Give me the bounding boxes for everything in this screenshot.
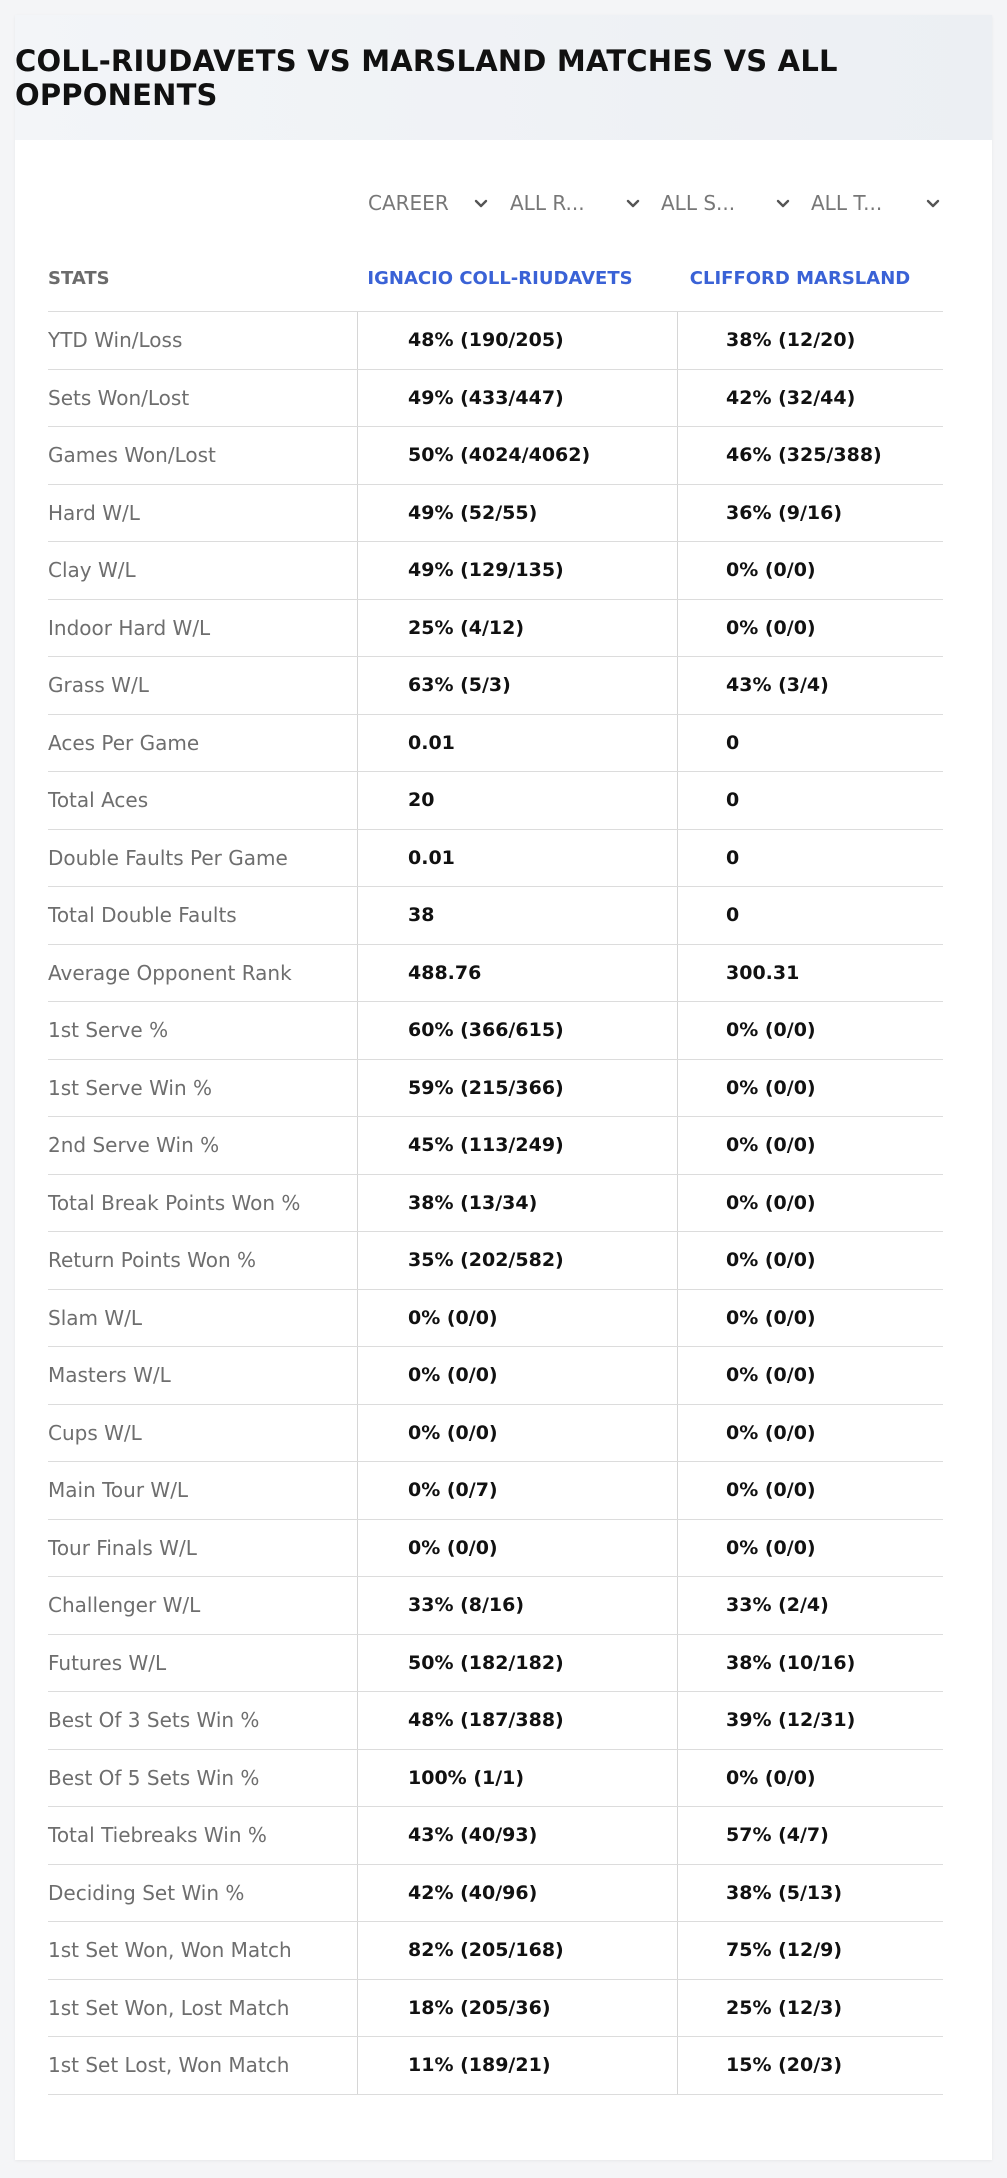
stat-label: Main Tour W/L: [48, 1462, 358, 1519]
stat-label: YTD Win/Loss: [48, 312, 358, 369]
stat-label: Hard W/L: [48, 485, 358, 542]
table-row: [48, 1462, 943, 1520]
player2-link[interactable]: CLIFFORD MARSLAND: [689, 267, 911, 289]
player1-stat-value: 33% (8/16): [358, 1577, 678, 1634]
player2-stat-value: 0% (0/0): [726, 1364, 816, 1387]
filter-round-select[interactable]: [510, 177, 642, 229]
table-row: [48, 312, 943, 370]
stat-label: Total Aces: [48, 772, 358, 829]
stat-label: Total Tiebreaks Win %: [48, 1807, 358, 1864]
stat-label: Sets Won/Lost: [48, 370, 358, 427]
player2-stat-value: 0% (0/0): [726, 1076, 816, 1099]
player1-stat-value: 42% (40/96): [358, 1865, 678, 1922]
player1-stat-value: 18% (205/36): [358, 1980, 678, 2037]
filter-period-select[interactable]: [368, 177, 490, 229]
chevron-down-icon: [924, 194, 942, 212]
player1-stat-value: 63% (5/3): [358, 657, 678, 714]
player2-stat-value: 0: [726, 789, 740, 812]
player2-stat-value: 15% (20/3): [726, 2054, 843, 2077]
table-row: [48, 887, 943, 945]
player2-stat-value: 0% (0/0): [726, 1019, 816, 1042]
stat-label: Slam W/L: [48, 1290, 358, 1347]
player2-stat-value: 0: [726, 846, 740, 869]
stat-label: 1st Set Won, Lost Match: [48, 1980, 358, 2037]
table-row: [48, 1865, 943, 1923]
table-row: [48, 657, 943, 715]
table-row: [48, 1347, 943, 1405]
player1-stat-value: 11% (189/21): [358, 2037, 678, 2094]
table-row: [48, 945, 943, 1003]
table-row: [48, 830, 943, 888]
chevron-down-icon: [472, 194, 490, 212]
stats-column-header: STATS: [48, 267, 110, 289]
table-row: [48, 485, 943, 543]
filter-label: ALL R...: [510, 191, 585, 215]
filter-label: ALL T...: [811, 191, 883, 215]
player2-stat-value: 0% (0/0): [726, 1536, 816, 1559]
table-row: [48, 772, 943, 830]
table-row: [48, 427, 943, 485]
chevron-down-icon: [774, 194, 792, 212]
player1-stat-value: 38% (13/34): [358, 1175, 678, 1232]
player1-stat-value: 43% (40/93): [358, 1807, 678, 1864]
player1-stat-value: 0% (0/0): [358, 1347, 678, 1404]
player2-stat-value: 0% (0/0): [726, 1191, 816, 1214]
stat-label: 2nd Serve Win %: [48, 1117, 358, 1174]
player1-stat-value: 45% (113/249): [358, 1117, 678, 1174]
stat-label: Deciding Set Win %: [48, 1865, 358, 1922]
player2-stat-value: 25% (12/3): [726, 1996, 843, 2019]
player1-stat-value: 0% (0/7): [358, 1462, 678, 1519]
stat-label: Best Of 3 Sets Win %: [48, 1692, 358, 1749]
filter-bar: [348, 177, 944, 229]
filter-surface-select[interactable]: [661, 177, 792, 229]
player1-stat-value: 49% (129/135): [358, 542, 678, 599]
player2-stat-value: 38% (5/13): [726, 1881, 843, 1904]
player2-stat-value: 0% (0/0): [726, 1479, 816, 1502]
table-row: [48, 1692, 943, 1750]
player2-stat-value: 38% (10/16): [726, 1651, 856, 1674]
stat-label: 1st Set Won, Won Match: [48, 1922, 358, 1979]
player1-stat-value: 50% (4024/4062): [358, 427, 678, 484]
stat-label: Best Of 5 Sets Win %: [48, 1750, 358, 1807]
player1-stat-value: 0.01: [358, 715, 678, 772]
stats-table-header: [48, 245, 943, 312]
player1-stat-value: 0.01: [358, 830, 678, 887]
player2-stat-value: 36% (9/16): [726, 501, 843, 524]
table-row: [48, 1060, 943, 1118]
player2-stat-value: 0: [726, 731, 740, 754]
table-row: [48, 1980, 943, 2038]
stat-label: Clay W/L: [48, 542, 358, 599]
stat-label: 1st Set Lost, Won Match: [48, 2037, 358, 2094]
stat-label: Cups W/L: [48, 1405, 358, 1462]
player2-stat-value: 75% (12/9): [726, 1939, 843, 1962]
table-row: [48, 2037, 943, 2095]
player2-stat-value: 300.31: [726, 961, 800, 984]
stat-label: Average Opponent Rank: [48, 945, 358, 1002]
chevron-down-icon: [624, 194, 642, 212]
player2-stat-value: 0% (0/0): [726, 616, 816, 639]
player1-stat-value: 48% (187/388): [358, 1692, 678, 1749]
filter-label: CAREER: [368, 191, 449, 215]
stat-label: Total Break Points Won %: [48, 1175, 358, 1232]
player1-stat-value: 50% (182/182): [358, 1635, 678, 1692]
table-row: [48, 1635, 943, 1693]
page-title: COLL-RIUDAVETS VS MARSLAND MATCHES VS ALL OPPONENTS: [15, 43, 838, 112]
stats-table-body: [48, 312, 943, 2095]
stat-label: Grass W/L: [48, 657, 358, 714]
table-row: [48, 1922, 943, 1980]
stat-label: 1st Serve %: [48, 1002, 358, 1059]
stat-label: Futures W/L: [48, 1635, 358, 1692]
player2-stat-value: 38% (12/20): [726, 329, 856, 352]
table-row: [48, 1175, 943, 1233]
player1-stat-value: 82% (205/168): [358, 1922, 678, 1979]
player1-stat-value: 59% (215/366): [358, 1060, 678, 1117]
player1-stat-value: 100% (1/1): [358, 1750, 678, 1807]
stat-label: Indoor Hard W/L: [48, 600, 358, 657]
player1-stat-value: 0% (0/0): [358, 1520, 678, 1577]
player2-stat-value: 0% (0/0): [726, 1421, 816, 1444]
player1-stat-value: 49% (433/447): [358, 370, 678, 427]
player1-stat-value: 49% (52/55): [358, 485, 678, 542]
filter-label: ALL S...: [661, 191, 736, 215]
player1-link[interactable]: IGNACIO COLL-RIUDAVETS: [367, 267, 633, 289]
stat-label: Games Won/Lost: [48, 427, 358, 484]
stat-label: Tour Finals W/L: [48, 1520, 358, 1577]
stat-label: 1st Serve Win %: [48, 1060, 358, 1117]
player1-stat-value: 48% (190/205): [358, 312, 678, 369]
table-row: [48, 1117, 943, 1175]
player2-stat-value: 0% (0/0): [726, 559, 816, 582]
table-row: [48, 542, 943, 600]
table-row: [48, 1290, 943, 1348]
stat-label: Return Points Won %: [48, 1232, 358, 1289]
stat-label: Double Faults Per Game: [48, 830, 358, 887]
player2-stat-value: 0% (0/0): [726, 1134, 816, 1157]
player1-stat-value: 0% (0/0): [358, 1405, 678, 1462]
table-row: [48, 1577, 943, 1635]
player1-stat-value: 38: [358, 887, 678, 944]
table-row: [48, 1750, 943, 1808]
player2-stat-value: 0: [726, 904, 740, 927]
player2-stat-value: 0% (0/0): [726, 1306, 816, 1329]
player2-stat-value: 33% (2/4): [726, 1594, 829, 1617]
player1-stat-value: 0% (0/0): [358, 1290, 678, 1347]
table-row: [48, 1520, 943, 1578]
player2-stat-value: 46% (325/388): [726, 444, 882, 467]
player2-stat-value: 57% (4/7): [726, 1824, 829, 1847]
table-row: [48, 600, 943, 658]
player1-stat-value: 60% (366/615): [358, 1002, 678, 1059]
player2-stat-value: 39% (12/31): [726, 1709, 856, 1732]
player2-stat-value: 0% (0/0): [726, 1249, 816, 1272]
table-row: [48, 370, 943, 428]
stat-label: Masters W/L: [48, 1347, 358, 1404]
filter-tournament-select[interactable]: [811, 177, 942, 229]
table-row: [48, 1002, 943, 1060]
player2-stat-value: 43% (3/4): [726, 674, 829, 697]
player2-stat-value: 0% (0/0): [726, 1766, 816, 1789]
stat-label: Total Double Faults: [48, 887, 358, 944]
stat-label: Challenger W/L: [48, 1577, 358, 1634]
table-row: [48, 1405, 943, 1463]
table-row: [48, 1807, 943, 1865]
table-row: [48, 715, 943, 773]
player1-stat-value: 20: [358, 772, 678, 829]
stat-label: Aces Per Game: [48, 715, 358, 772]
table-row: [48, 1232, 943, 1290]
player2-stat-value: 42% (32/44): [726, 386, 856, 409]
player1-stat-value: 488.76: [358, 945, 678, 1002]
page-header: [15, 15, 992, 140]
player1-stat-value: 25% (4/12): [358, 600, 678, 657]
player1-stat-value: 35% (202/582): [358, 1232, 678, 1289]
